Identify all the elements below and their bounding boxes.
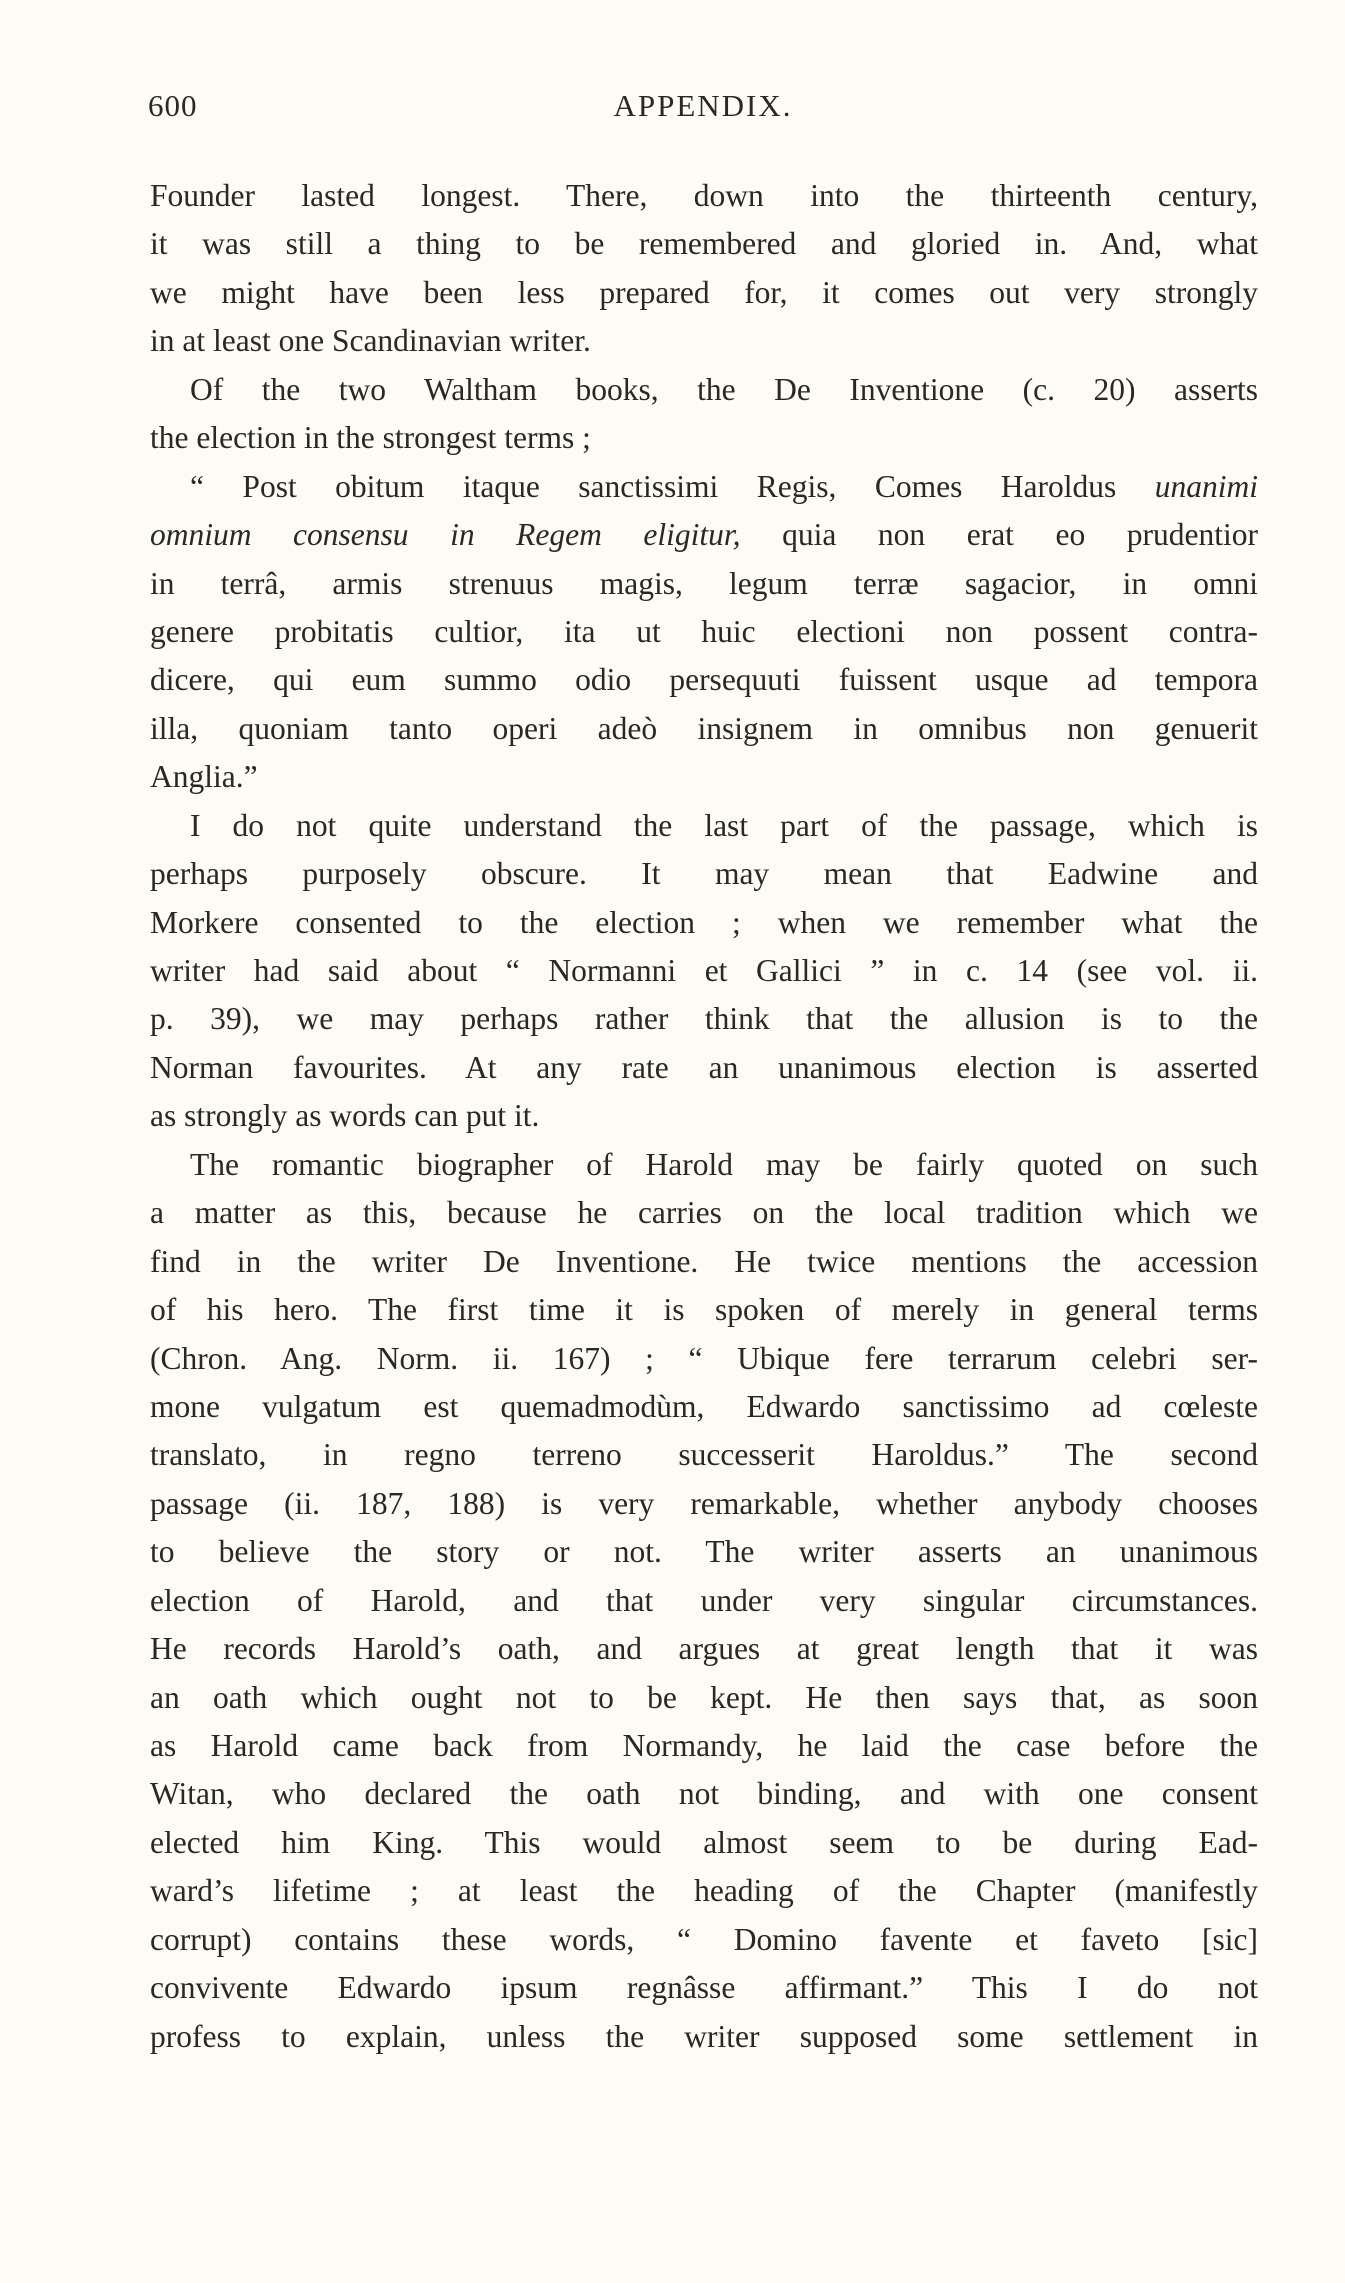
quote-text: quia non erat eo prudentior (782, 517, 1258, 553)
text-line: a matter as this, because he carries on the local tradition which we (150, 1195, 1258, 1231)
body-text (150, 172, 1258, 2061)
latin-emphasis: omnium consensu in Regem eligitur, (150, 517, 741, 553)
text-line: Founder lasted longest. There, down into the thirteenth century, (150, 178, 1258, 213)
page-number: 600 (148, 88, 198, 123)
text-line: profess to explain, unless the writer supposed some settlement in (150, 2018, 1258, 2054)
text-line: writer had said about “ Normanni et Gallici ” in c. 14 (see vol. ii. (150, 953, 1258, 988)
quote-line: illa, quoniam tanto operi adeò insignem in omnibus non genuerit (150, 710, 1258, 746)
text-line: of his hero. The first time it is spoken of merely in general terms (150, 1292, 1258, 1328)
text-line: in at least one Scandinavian writer. (150, 323, 591, 359)
text-line: an oath which ought not to be kept. He then says that, as soon (150, 1679, 1258, 1715)
text-line: p. 39), we may perhaps rather think that the allusion is to the (150, 1001, 1258, 1037)
text-line: the election in the strongest terms ; (150, 420, 591, 456)
text-line: Norman favourites. At any rate an unanimous election is asserted (150, 1049, 1258, 1085)
text-line: it was still a thing to be remembered and gloried in. And, what (150, 226, 1258, 262)
text-line: elected him King. This would almost seem to be during Ead- (150, 1824, 1258, 1860)
quote-line: in terrâ, armis strenuus magis, legum terræ sagacior, in omni (150, 565, 1258, 601)
quote-line (150, 463, 1258, 511)
running-header (148, 88, 1258, 128)
text-line: to believe the story or not. The writer asserts an unanimous (150, 1534, 1258, 1570)
latin-emphasis: unanimi (1154, 468, 1258, 504)
text-line: as Harold came back from Normandy, he laid the case before the (150, 1728, 1258, 1763)
quote-line (150, 511, 1258, 559)
text-line: find in the writer De Inventione. He twice mentions the accession (150, 1243, 1258, 1279)
text-line: as strongly as words can put it. (150, 1098, 540, 1134)
text-line: The romantic biographer of Harold may be fairly quoted on such (190, 1146, 1258, 1182)
quote-line: genere probitatis cultior, ita ut huic electioni non possent contra- (150, 613, 1258, 649)
text-line: corrupt) contains these words, “ Domino favente et faveto [sic] (150, 1921, 1258, 1957)
text-line: perhaps purposely obscure. It may mean that Eadwine and (150, 856, 1258, 892)
text-line: Morkere consented to the election ; when we remember what the (150, 904, 1258, 940)
text-line: election of Harold, and that under very singular circumstances. (150, 1582, 1258, 1618)
text-line: we might have been less prepared for, it comes out very strongly (150, 274, 1258, 310)
quote-text: “ Post obitum itaque sanctissimi Regis, Comes Haroldus (190, 468, 1117, 504)
running-title: APPENDIX. (613, 88, 793, 123)
text-line: Witan, who declared the oath not binding, and with one consent (150, 1776, 1258, 1812)
text-line: translato, in regno terreno successerit Haroldus.” The second (150, 1437, 1258, 1473)
quote-line: Anglia.” (150, 759, 258, 795)
text-line: passage (ii. 187, 188) is very remarkable, whether anybody chooses (150, 1485, 1258, 1521)
text-line: He records Harold’s oath, and argues at great length that it was (150, 1631, 1258, 1667)
quote-line: dicere, qui eum summo odio persequuti fuissent usque ad tempora (150, 662, 1258, 698)
text-line: Of the two Waltham books, the De Inventione (c. 20) asserts (190, 371, 1258, 407)
text-line: convivente Edwardo ipsum regnâsse affirmant.” This I do not (150, 1970, 1258, 2006)
text-line: I do not quite understand the last part of the passage, which is (190, 807, 1258, 843)
text-line: ward’s lifetime ; at least the heading of the Chapter (manifestly (150, 1873, 1258, 1909)
text-line: (Chron. Ang. Norm. ii. 167) ; “ Ubique fere terrarum celebri ser- (150, 1340, 1258, 1376)
text-line: mone vulgatum est quemadmodùm, Edwardo sanctissimo ad cœleste (150, 1388, 1258, 1424)
